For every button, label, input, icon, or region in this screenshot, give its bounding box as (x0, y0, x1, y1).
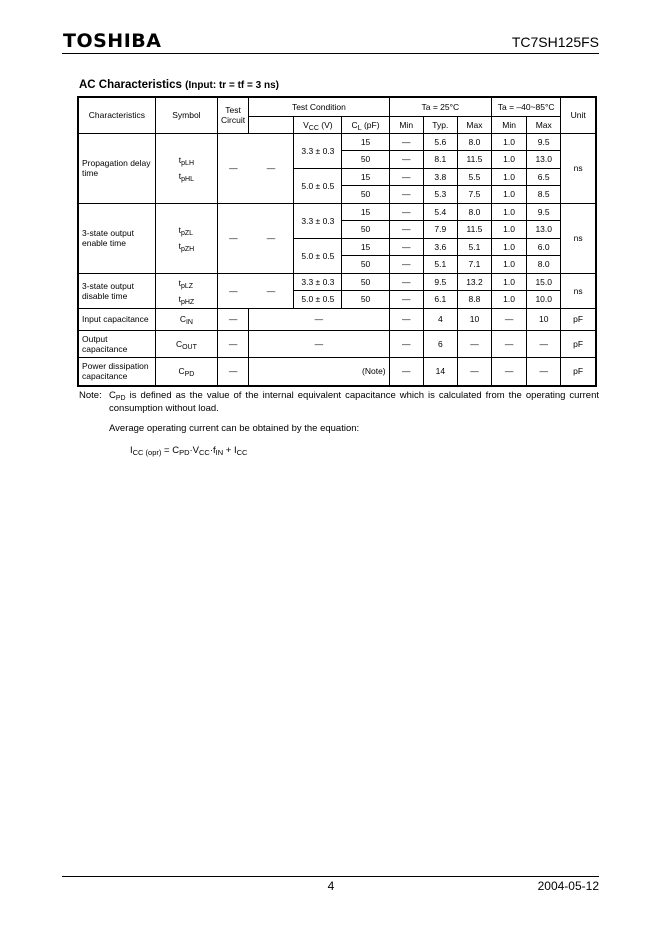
typ-cell: 6 (423, 330, 457, 357)
unit-cell: ns (561, 133, 596, 203)
header-test-circuit (218, 97, 249, 133)
header-typ: Typ. (423, 116, 457, 133)
table-row (78, 133, 596, 151)
symbol-cell: $t_{pLH}$ $t_{pHL}$ (155, 133, 217, 203)
min-cell: — (389, 168, 423, 186)
min2-cell: 1.0 (492, 221, 527, 239)
min2-cell: 1.0 (492, 273, 527, 291)
max-cell: — (457, 357, 491, 386)
min2-cell: — (492, 308, 527, 330)
max-cell: 11.5 (457, 221, 491, 239)
max-cell: 13.2 (457, 273, 491, 291)
equation: $I_{CC (opr)} = C_{PD}\cdot V_{CC}\cdot f_{IN} + I_{CC}$ (130, 445, 248, 457)
typ-cell: 4 (423, 308, 457, 330)
vcc-cell: 3.3 ± 0.3 (294, 203, 342, 238)
header-ta-range: Ta = –40~85°C (492, 97, 561, 116)
header-test-condition: Test Condition (249, 97, 390, 116)
section-title (79, 78, 279, 93)
min-cell: — (389, 186, 423, 204)
unit-cell: pF (561, 330, 596, 357)
header-cl: $C_L$ (pF) (342, 116, 389, 133)
average-current-text: Average operating current can be obtained by the equation: (109, 423, 360, 434)
test-condition: — (249, 133, 294, 203)
unit-cell: pF (561, 357, 596, 386)
cl-cell: 50 (342, 291, 389, 309)
max-cell: 8.0 (457, 133, 491, 151)
section-condition: (Input: tr = tf = 3 ns) (185, 80, 279, 91)
section-title-text: AC Characteristics (79, 79, 182, 91)
header-test-circuit-2: Circuit (221, 115, 246, 126)
min2-cell: 1.0 (492, 133, 527, 151)
min-cell: — (389, 273, 423, 291)
cl-cell: 15 (342, 203, 389, 221)
test-condition: — (249, 308, 390, 330)
min2-cell: 1.0 (492, 186, 527, 204)
max2-cell: 8.0 (527, 256, 561, 274)
test-condition: (Note) (249, 357, 390, 386)
cl-cell: 15 (342, 133, 389, 151)
min-cell: — (389, 221, 423, 239)
typ-cell: 5.3 (423, 186, 457, 204)
max-cell: — (457, 330, 491, 357)
footer-rule (62, 876, 599, 877)
max-cell: 8.0 (457, 203, 491, 221)
typ-cell: 6.1 (423, 291, 457, 309)
min-cell: — (389, 133, 423, 151)
header-symbol: Symbol (155, 97, 217, 133)
symbol-cell: $C_{PD}$ (155, 357, 217, 386)
min2-cell: 1.0 (492, 168, 527, 186)
min2-cell: — (492, 330, 527, 357)
typ-cell: 7.9 (423, 221, 457, 239)
page-number: 4 (327, 879, 335, 893)
unit-cell: ns (561, 203, 596, 273)
min-cell: — (389, 238, 423, 256)
test-condition: — (249, 330, 390, 357)
test-circuit: — (218, 133, 249, 203)
table-row (78, 357, 596, 386)
test-circuit: — (218, 273, 249, 308)
table-row (78, 273, 596, 291)
symbol-cell: $t_{pZL}$ $t_{pZH}$ (155, 203, 217, 273)
max-cell: 5.1 (457, 238, 491, 256)
header-rule (62, 53, 599, 54)
max2-cell: 6.5 (527, 168, 561, 186)
part-number: TC7SH125FS (511, 34, 599, 50)
header-blank (249, 116, 294, 133)
vcc-cell: 5.0 ± 0.5 (294, 238, 342, 273)
test-circuit: — (218, 357, 249, 386)
test-condition: — (249, 203, 294, 273)
cl-cell: 15 (342, 168, 389, 186)
min2-cell: 1.0 (492, 203, 527, 221)
max-cell: 7.5 (457, 186, 491, 204)
cl-cell: 15 (342, 238, 389, 256)
unit-cell: pF (561, 308, 596, 330)
characteristic-name: Output capacitance (78, 330, 155, 357)
header-max2: Max (527, 116, 561, 133)
test-circuit: — (218, 330, 249, 357)
note-label: Note: (79, 390, 102, 401)
max-cell: 8.8 (457, 291, 491, 309)
characteristic-name: 3-state output disable time (78, 273, 155, 308)
header-vcc: $V_{CC}$ (V) (294, 116, 342, 133)
max2-cell: 13.0 (527, 221, 561, 239)
table-row (78, 203, 596, 221)
min-cell: — (389, 203, 423, 221)
symbol-cell: $C_{OUT}$ (155, 330, 217, 357)
characteristic-name: 3-state output enable time (78, 203, 155, 273)
vcc-cell: 3.3 ± 0.3 (294, 273, 342, 291)
table-row (78, 308, 596, 330)
min-cell: — (389, 330, 423, 357)
min-cell: — (389, 151, 423, 169)
vcc-cell: 3.3 ± 0.3 (294, 133, 342, 168)
header-min: Min (389, 116, 423, 133)
max2-cell: 10 (527, 308, 561, 330)
unit-cell: ns (561, 273, 596, 308)
test-circuit: — (218, 308, 249, 330)
min-cell: — (389, 357, 423, 386)
max2-cell: 10.0 (527, 291, 561, 309)
typ-cell: 9.5 (423, 273, 457, 291)
symbol-cell: $t_{pLZ}$ $t_{pHZ}$ (155, 273, 217, 308)
table-row (78, 330, 596, 357)
typ-cell: 14 (423, 357, 457, 386)
max2-cell: 6.0 (527, 238, 561, 256)
max2-cell: 9.5 (527, 133, 561, 151)
max2-cell: 13.0 (527, 151, 561, 169)
min2-cell: 1.0 (492, 238, 527, 256)
note-text: $C_{PD}$ is defined as the value of the internal equivalent capacitance which is calculated from the operating current consumption without load. (109, 390, 599, 414)
min2-cell: 1.0 (492, 151, 527, 169)
characteristic-name: Propagation delay time (78, 133, 155, 203)
header-test-circuit-1: Test (225, 105, 241, 116)
footer-date: 2004-05-12 (537, 879, 599, 893)
min-cell: — (389, 308, 423, 330)
max2-cell: — (527, 357, 561, 386)
header-max: Max (457, 116, 491, 133)
max-cell: 11.5 (457, 151, 491, 169)
test-condition: — (249, 273, 294, 308)
typ-cell: 3.8 (423, 168, 457, 186)
cl-cell: 50 (342, 186, 389, 204)
typ-cell: 5.4 (423, 203, 457, 221)
toshiba-logo: TOSHIBA (63, 30, 162, 52)
note (79, 389, 599, 415)
max-cell: 5.5 (457, 168, 491, 186)
min-cell: — (389, 256, 423, 274)
ac-characteristics-table (77, 96, 597, 387)
min2-cell: 1.0 (492, 256, 527, 274)
max2-cell: — (527, 330, 561, 357)
max-cell: 10 (457, 308, 491, 330)
min2-cell: 1.0 (492, 291, 527, 309)
characteristic-name: Power dissipation capacitance (78, 357, 155, 386)
typ-cell: 5.6 (423, 133, 457, 151)
vcc-cell: 5.0 ± 0.5 (294, 168, 342, 203)
cl-cell: 50 (342, 273, 389, 291)
header-unit: Unit (561, 97, 596, 133)
typ-cell: 3.6 (423, 238, 457, 256)
header-characteristics: Characteristics (78, 97, 155, 133)
symbol-cell: $C_{IN}$ (155, 308, 217, 330)
header-ta25: Ta = 25°C (389, 97, 491, 116)
cl-cell: 50 (342, 151, 389, 169)
typ-cell: 5.1 (423, 256, 457, 274)
max2-cell: 9.5 (527, 203, 561, 221)
max-cell: 7.1 (457, 256, 491, 274)
min2-cell: — (492, 357, 527, 386)
max2-cell: 8.5 (527, 186, 561, 204)
typ-cell: 8.1 (423, 151, 457, 169)
cl-cell: 50 (342, 256, 389, 274)
cl-cell: 50 (342, 221, 389, 239)
vcc-cell: 5.0 ± 0.5 (294, 291, 342, 309)
characteristic-name: Input capacitance (78, 308, 155, 330)
header-min2: Min (492, 116, 527, 133)
test-circuit: — (218, 203, 249, 273)
min-cell: — (389, 291, 423, 309)
max2-cell: 15.0 (527, 273, 561, 291)
